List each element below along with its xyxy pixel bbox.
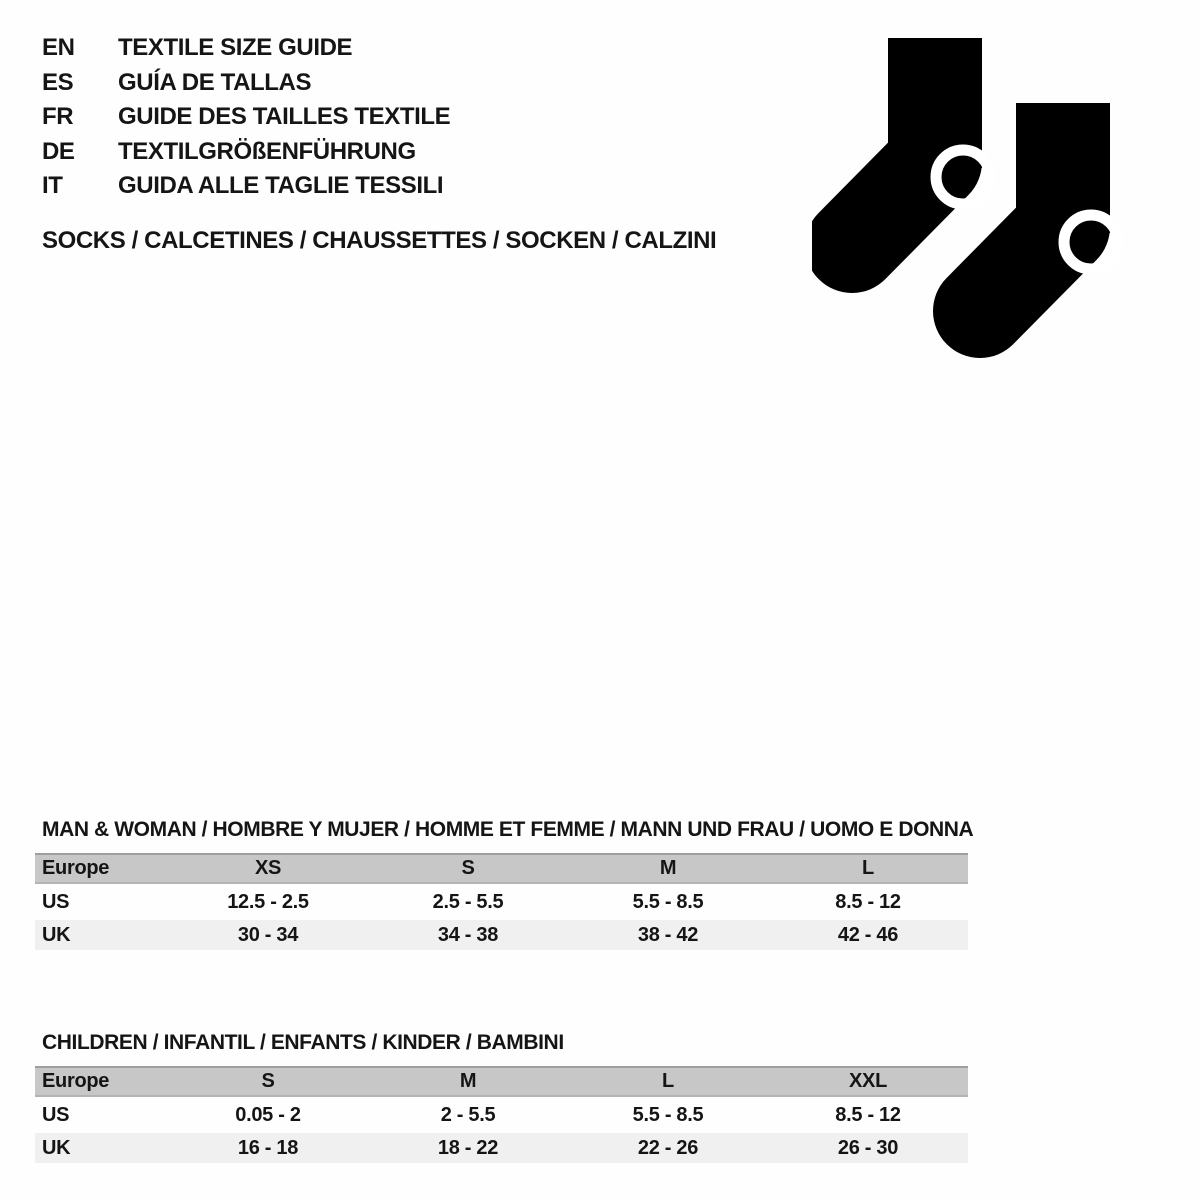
table-row-uk bbox=[35, 920, 968, 950]
sock-right bbox=[980, 103, 1118, 311]
size-cell: 26 - 30 bbox=[837, 1136, 899, 1159]
size-cell: 22 - 26 bbox=[637, 1136, 699, 1159]
header-cell-size: XXL bbox=[849, 1070, 887, 1092]
header-cell-size: XS bbox=[254, 857, 282, 879]
language-row-en bbox=[42, 31, 450, 66]
size-cell: 42 - 46 bbox=[837, 923, 899, 946]
sock-left bbox=[852, 38, 990, 246]
language-list bbox=[42, 31, 450, 204]
language-code: DE bbox=[42, 137, 75, 165]
size-cell: 2 - 5.5 bbox=[440, 1103, 496, 1126]
socks-icon bbox=[812, 28, 1132, 368]
table-title: MAN & WOMAN / HOMBRE Y MUJER / HOMME ET FEMME / MANN UND FRAU / UOMO E DONNA bbox=[42, 818, 974, 841]
row-label-cell: US bbox=[42, 1103, 70, 1126]
size-table-section-children bbox=[35, 1031, 968, 1163]
size-table-children bbox=[35, 1066, 968, 1163]
language-row-it bbox=[42, 169, 450, 204]
category-line: SOCKS / CALCETINES / CHAUSSETTES / SOCKEN / CALZINI bbox=[42, 227, 717, 254]
size-cell: 34 - 38 bbox=[437, 923, 499, 946]
row-label-cell: UK bbox=[42, 923, 71, 946]
header-cell-size: M bbox=[459, 1070, 477, 1092]
language-code: FR bbox=[42, 103, 74, 130]
header-cell-region: Europe bbox=[42, 857, 110, 879]
size-cell: 18 - 22 bbox=[437, 1136, 499, 1159]
language-row-de bbox=[42, 135, 450, 170]
table-header-row bbox=[35, 1066, 968, 1097]
size-table-adults bbox=[35, 853, 968, 950]
size-cell: 8.5 - 12 bbox=[835, 890, 901, 913]
row-label-cell: UK bbox=[42, 1136, 71, 1159]
table-row-uk bbox=[35, 1133, 968, 1163]
size-table-section-adults bbox=[35, 818, 974, 950]
size-cell: 5.5 - 8.5 bbox=[632, 1103, 704, 1126]
language-label: GUÍA DE TALLAS bbox=[118, 68, 312, 96]
header-cell-size: S bbox=[461, 857, 475, 879]
language-code: IT bbox=[42, 172, 63, 199]
size-cell: 16 - 18 bbox=[237, 1136, 299, 1159]
language-label: TEXTILE SIZE GUIDE bbox=[118, 34, 353, 61]
size-cell: 2.5 - 5.5 bbox=[432, 890, 504, 913]
size-cell: 5.5 - 8.5 bbox=[632, 890, 704, 913]
language-row-fr bbox=[42, 100, 450, 135]
language-label: TEXTILGRÖßENFÜHRUNG bbox=[118, 137, 416, 165]
table-header-row bbox=[35, 853, 968, 884]
language-code: ES bbox=[42, 68, 74, 96]
row-label-cell: US bbox=[42, 890, 70, 913]
header-cell-region: Europe bbox=[42, 1070, 110, 1092]
header-cell-size: M bbox=[659, 857, 677, 879]
language-label: GUIDE DES TAILLES TEXTILE bbox=[118, 103, 451, 130]
table-row-us bbox=[35, 887, 968, 917]
language-code: EN bbox=[42, 34, 75, 61]
language-row-es bbox=[42, 66, 450, 101]
table-row-us bbox=[35, 1100, 968, 1130]
language-label: GUIDA ALLE TAGLIE TESSILI bbox=[118, 172, 444, 199]
size-cell: 8.5 - 12 bbox=[835, 1103, 901, 1126]
size-cell: 30 - 34 bbox=[237, 923, 299, 946]
table-title: CHILDREN / INFANTIL / ENFANTS / KINDER / BAMBINI bbox=[42, 1031, 564, 1054]
header-cell-size: L bbox=[862, 857, 874, 879]
size-cell: 38 - 42 bbox=[637, 923, 699, 946]
size-cell: 12.5 - 2.5 bbox=[227, 890, 309, 913]
header-cell-size: L bbox=[662, 1070, 674, 1092]
header-cell-size: S bbox=[261, 1070, 275, 1092]
size-cell: 0.05 - 2 bbox=[235, 1103, 301, 1126]
